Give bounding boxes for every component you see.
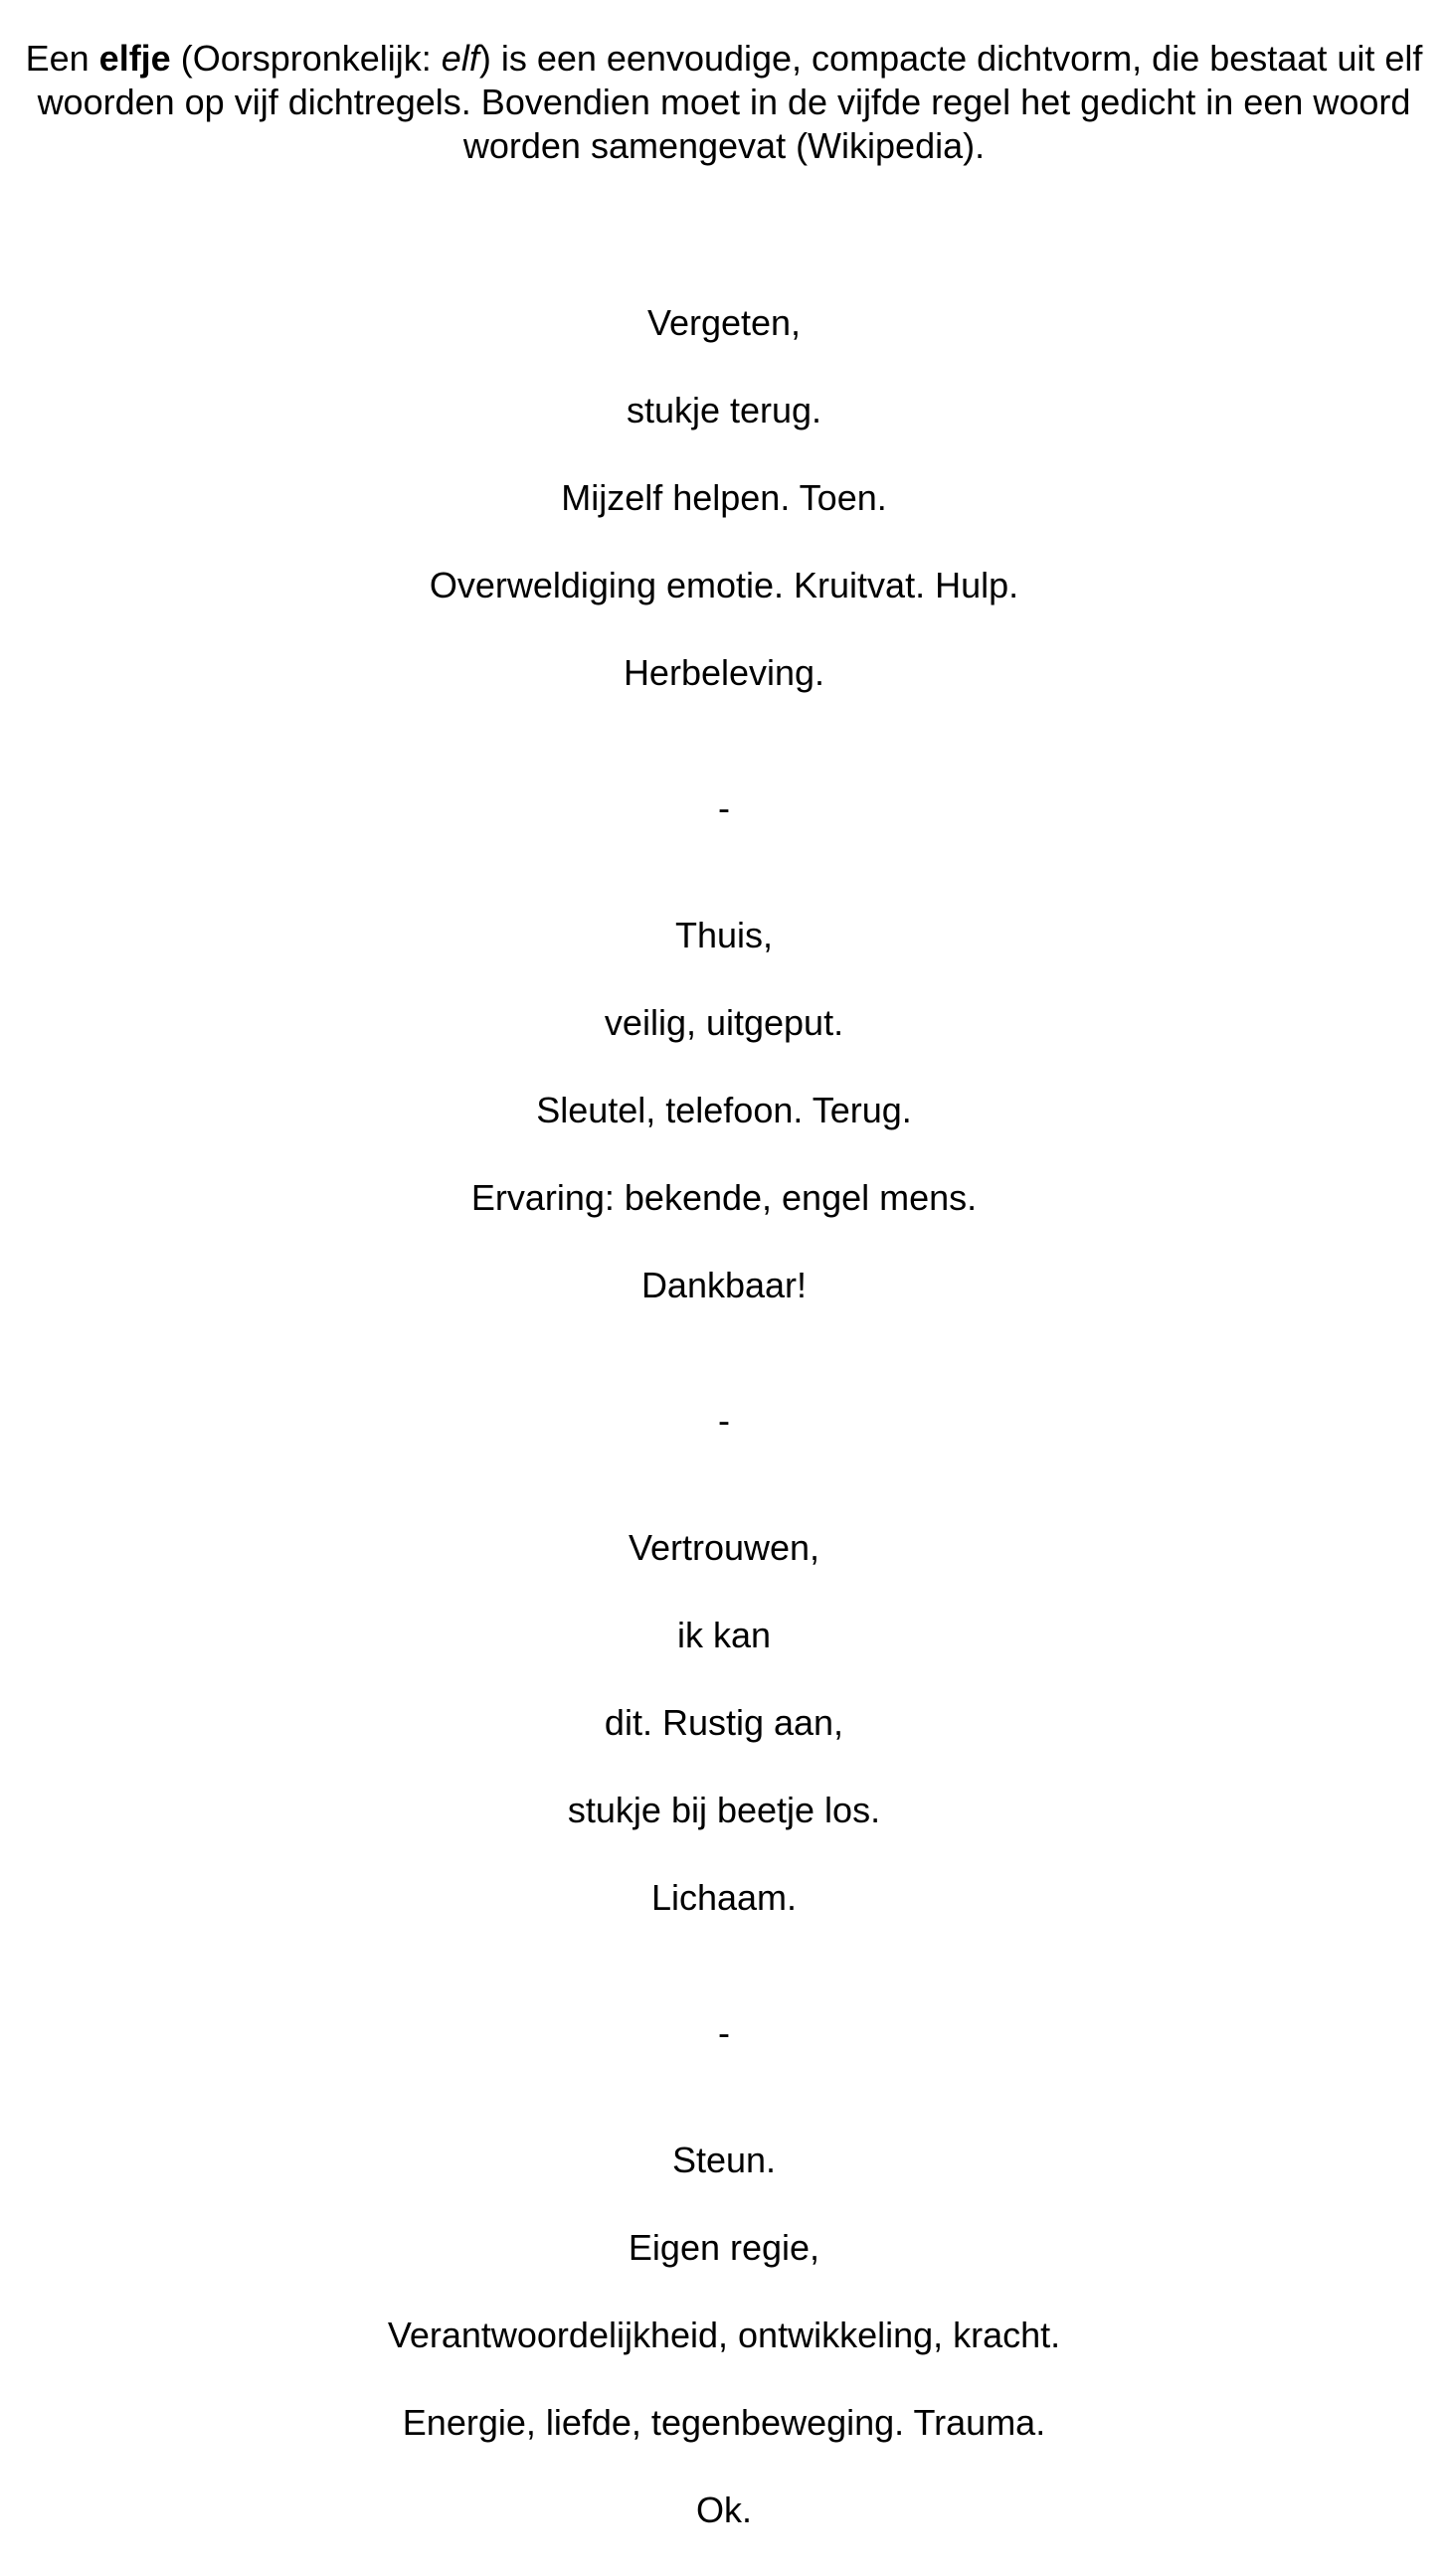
- intro-paragraph: [0, 37, 1448, 168]
- poem-line: Mijzelf helpen. Toen.: [561, 477, 887, 518]
- intro-italic-term: elf: [441, 38, 479, 79]
- poem-1: [0, 301, 1448, 739]
- intro-bold-term: elfje: [98, 38, 171, 79]
- poem-line: stukje terug.: [626, 390, 822, 430]
- poem-separator: -: [718, 2012, 730, 2053]
- poem-line: Ervaring: bekende, engel mens.: [470, 1177, 978, 1218]
- poem-2: [0, 914, 1448, 1351]
- poem-3: [0, 1526, 1448, 1964]
- poem-line: Energie, liefde, tegenbeweging. Trauma.: [402, 2402, 1046, 2443]
- poem-line: stukje bij beetje los.: [567, 1790, 881, 1830]
- poem-line: Thuis,: [674, 915, 774, 955]
- intro-text-1: Een: [25, 38, 99, 79]
- poem-line: Vertrouwen,: [628, 1527, 820, 1568]
- poem-line: Verantwoordelijkheid, ontwikkeling, kracht.: [387, 2315, 1061, 2355]
- poem-line: Dankbaar!: [640, 1265, 808, 1305]
- poem-line: Ok.: [695, 2490, 752, 2530]
- poem-separator: -: [718, 1400, 730, 1441]
- poem-line: Eigen regie,: [628, 2227, 820, 2268]
- poem-line: Vergeten,: [646, 302, 802, 343]
- intro-text-2: (Oorspronkelijk:: [170, 38, 442, 79]
- poem-line: dit. Rustig aan,: [604, 1702, 844, 1743]
- poem-line: Sleutel, telefoon. Terug.: [536, 1090, 912, 1130]
- poem-separator: -: [718, 787, 730, 828]
- poem-4: [0, 2139, 1448, 2576]
- poem-line: veilig, uitgeput.: [604, 1002, 844, 1043]
- poem-line: Lichaam.: [650, 1877, 798, 1918]
- poem-line: Steun.: [671, 2140, 777, 2180]
- poem-line: Overweldiging emotie. Kruitvat. Hulp.: [429, 565, 1019, 605]
- poem-line: Herbeleving.: [623, 652, 825, 693]
- intro-text-3: ) is een eenvoudige, compacte dichtvorm, die bestaat uit elf woorden op vijf dichtregels. Bovendien moet in de vijfde regel het gedicht in een woord worden samengevat (Wikipedia).: [37, 38, 1423, 166]
- poem-line: ik kan: [676, 1615, 772, 1655]
